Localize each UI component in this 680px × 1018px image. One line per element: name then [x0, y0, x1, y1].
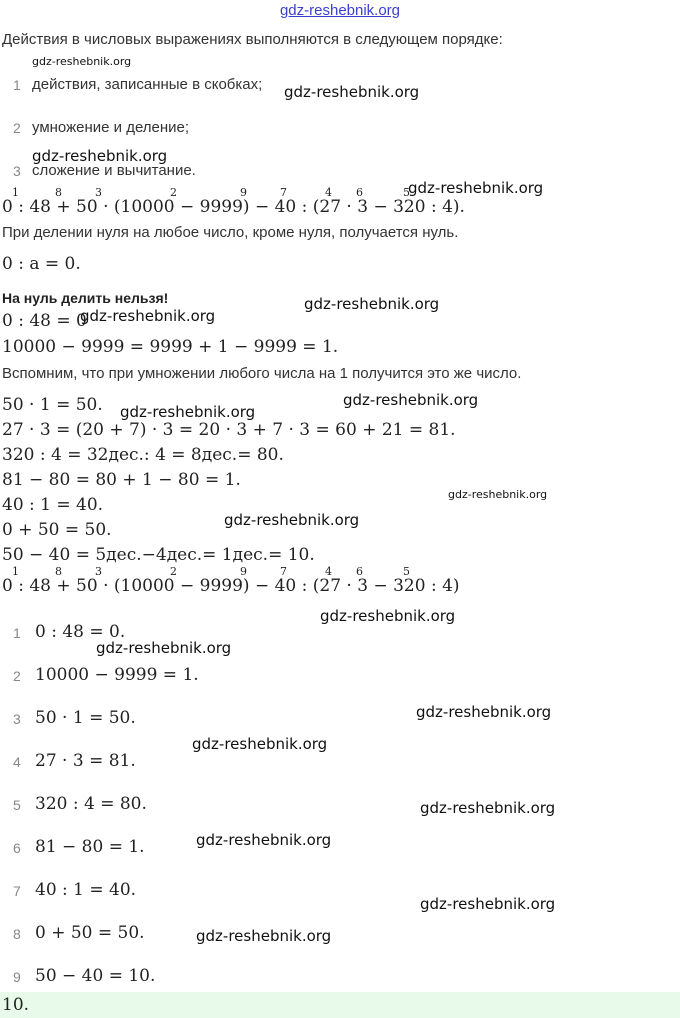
- zero-rule-text: При делении нуля на любое число, кроме нуля, получается нуль.: [2, 224, 459, 241]
- order-mark: 5: [403, 186, 410, 199]
- order-mark: 5: [403, 565, 410, 578]
- watermark: gdz-reshebnik.org: [224, 511, 360, 529]
- watermark: gdz-reshebnik.org: [448, 488, 548, 501]
- order-mark: 2: [170, 565, 177, 578]
- watermark: gdz-reshebnik.org: [284, 83, 420, 101]
- watermark: gdz-reshebnik.org: [80, 307, 216, 325]
- watermark: gdz-reshebnik.org: [32, 147, 168, 165]
- step-number: 3: [13, 711, 21, 727]
- rules-intro: Действия в числовых выражениях выполняются в следующем порядке:: [2, 31, 503, 48]
- watermark: gdz-reshebnik.org: [408, 179, 544, 197]
- step-text: 27 · 3 = 81.: [35, 751, 136, 771]
- calc-line: 27 · 3 = (20 + 7) · 3 = 20 · 3 + 7 · 3 = 60 + 21 = 81.: [2, 420, 456, 440]
- watermark: gdz-reshebnik.org: [196, 831, 332, 849]
- step-number: 6: [13, 840, 21, 856]
- watermark: gdz-reshebnik.org: [343, 391, 479, 409]
- step-number: 1: [13, 625, 21, 641]
- site-link[interactable]: gdz-reshebnik.org: [279, 2, 401, 19]
- step-text: 0 : 48 = 0.: [35, 622, 126, 642]
- watermark: gdz-reshebnik.org: [192, 735, 328, 753]
- order-mark: 6: [356, 186, 363, 199]
- order-mark: 9: [240, 565, 247, 578]
- order-mark: 4: [325, 565, 332, 578]
- order-mark: 3: [95, 565, 102, 578]
- rule-text: действия, записанные в скобках;: [32, 76, 263, 93]
- order-mark: 7: [280, 186, 287, 199]
- calc-line: 0 : 48 = 0: [2, 311, 87, 331]
- answer-bar: [0, 992, 680, 1018]
- step-number: 4: [13, 754, 21, 770]
- watermark: gdz-reshebnik.org: [420, 895, 556, 913]
- order-mark: 8: [55, 565, 62, 578]
- watermark: gdz-reshebnik.org: [320, 607, 456, 625]
- watermark: gdz-reshebnik.org: [96, 639, 232, 657]
- rule-number: 1: [13, 77, 21, 93]
- step-number: 2: [13, 668, 21, 684]
- expression: 0 : 48 + 50 · (10000 − 9999) − 40 : (27 · 3 − 320 : 4).: [2, 197, 465, 217]
- order-mark: 7: [280, 565, 287, 578]
- calc-line: 50 · 1 = 50.: [2, 395, 103, 415]
- rule-number: 3: [13, 163, 21, 179]
- calc-line: 320 : 4 = 32дес.: 4 = 8дес.= 80.: [2, 445, 284, 465]
- answer: 10.: [2, 995, 30, 1015]
- watermark: gdz-reshebnik.org: [416, 703, 552, 721]
- zero-formula: 0 : a = 0.: [2, 254, 81, 274]
- order-mark: 6: [356, 565, 363, 578]
- watermark: gdz-reshebnik.org: [196, 927, 332, 945]
- rule-text: сложение и вычитание.: [32, 162, 196, 179]
- order-mark: 8: [55, 186, 62, 199]
- step-text: 40 : 1 = 40.: [35, 880, 137, 900]
- remember-text: Вспомним, что при умножении любого числа на 1 получится это же число.: [2, 365, 522, 382]
- step-number: 7: [13, 883, 21, 899]
- step-number: 5: [13, 797, 21, 813]
- rule-text: умножение и деление;: [32, 119, 190, 136]
- watermark: gdz-reshebnik.org: [420, 799, 556, 817]
- order-mark: 1: [12, 186, 19, 199]
- step-text: 81 − 80 = 1.: [35, 837, 145, 857]
- watermark: gdz-reshebnik.org: [120, 403, 256, 421]
- calc-line: 40 : 1 = 40.: [2, 495, 104, 515]
- watermark: gdz-reshebnik.org: [304, 295, 440, 313]
- watermark: gdz-reshebnik.org: [32, 55, 132, 68]
- zero-warning: На нуль делить нельзя!: [2, 290, 169, 306]
- step-text: 320 : 4 = 80.: [35, 794, 147, 814]
- step-number: 9: [13, 969, 21, 985]
- step-text: 50 · 1 = 50.: [35, 708, 136, 728]
- calc-line: 50 − 40 = 5дес.−4дес.= 1дес.= 10.: [2, 545, 315, 565]
- order-mark: 1: [12, 565, 19, 578]
- expression-2: 0 : 48 + 50 · (10000 − 9999) − 40 : (27 · 3 − 320 : 4): [2, 576, 460, 596]
- order-mark: 2: [170, 186, 177, 199]
- step-text: 10000 − 9999 = 1.: [35, 665, 199, 685]
- step-text: 50 − 40 = 10.: [35, 966, 156, 986]
- step-number: 8: [13, 926, 21, 942]
- rule-number: 2: [13, 120, 21, 136]
- order-mark: 9: [240, 186, 247, 199]
- calc-line: 81 − 80 = 80 + 1 − 80 = 1.: [2, 470, 241, 490]
- order-mark: 3: [95, 186, 102, 199]
- calc-line: 10000 − 9999 = 9999 + 1 − 9999 = 1.: [2, 337, 339, 357]
- step-text: 0 + 50 = 50.: [35, 923, 145, 943]
- order-mark: 4: [325, 186, 332, 199]
- calc-line: 0 + 50 = 50.: [2, 520, 112, 540]
